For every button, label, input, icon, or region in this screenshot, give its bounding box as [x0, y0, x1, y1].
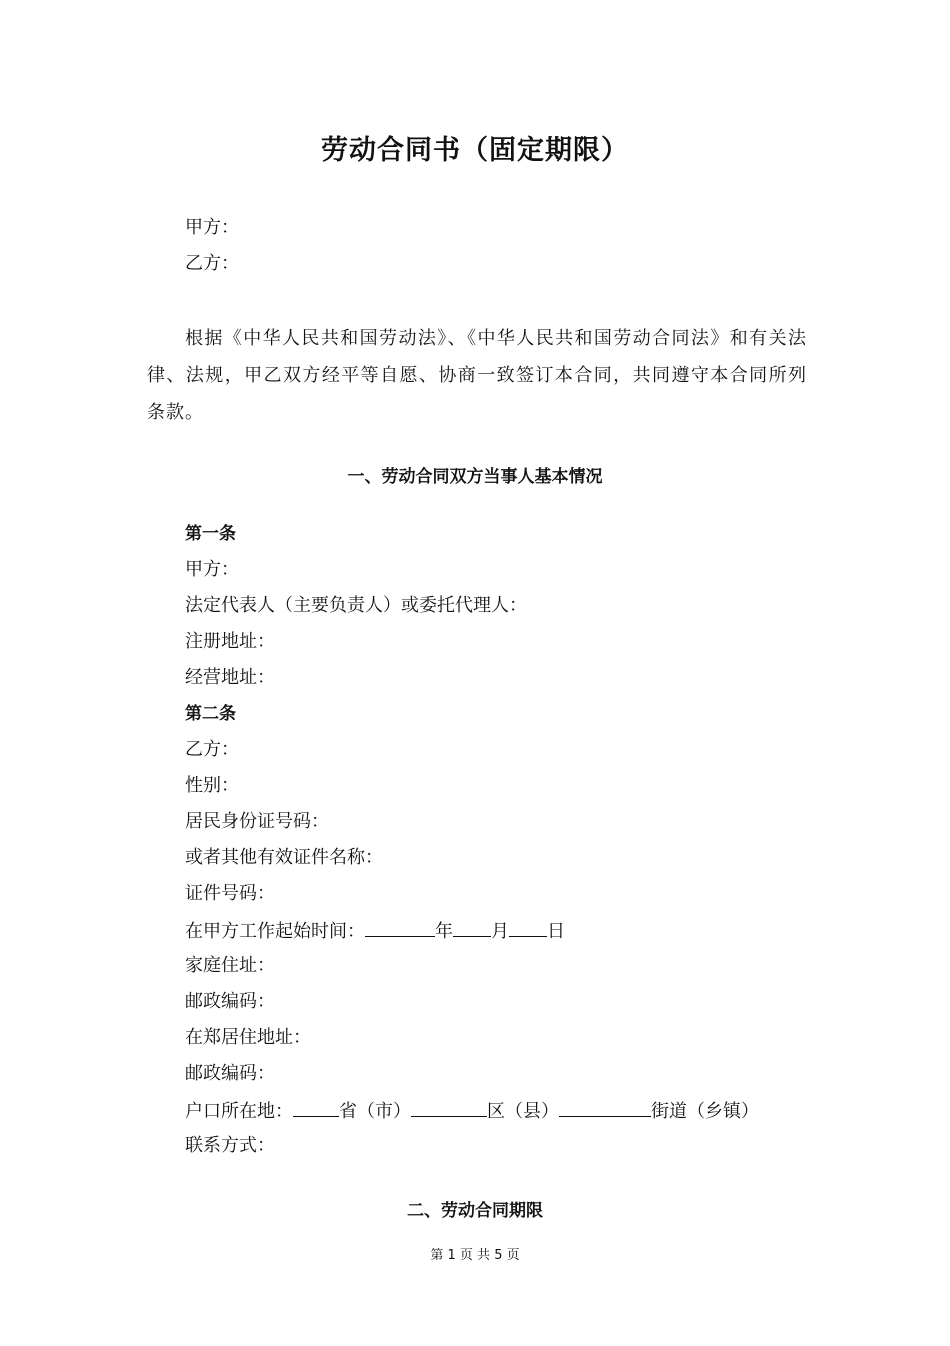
field-legal-representative: 法定代表人（主要负责人）或委托代理人： — [185, 595, 527, 616]
day-label: 日 — [547, 921, 565, 942]
article-1-label: 第一条 — [185, 524, 236, 544]
month-label: 月 — [491, 921, 509, 942]
article-2-label: 第二条 — [185, 704, 236, 724]
province-blank — [293, 1098, 339, 1117]
field-zhengzhou-address: 在郑居住地址： — [185, 1027, 311, 1048]
field-business-address: 经营地址： — [185, 667, 275, 688]
field-registered-address: 注册地址： — [185, 631, 275, 652]
street-label: 街道（乡镇） — [651, 1101, 759, 1122]
field-gender: 性别： — [185, 775, 239, 796]
street-blank — [559, 1098, 651, 1117]
field-id-number: 居民身份证号码： — [185, 811, 329, 832]
year-label: 年 — [435, 921, 453, 942]
preamble-paragraph: 根据《中华人民共和国劳动法》、《中华人民共和国劳动合同法》和有关法律、法规，甲乙双方经平等自愿、协商一致签订本合同，共同遵守本合同所列条款。 — [147, 328, 807, 423]
field-contact: 联系方式： — [185, 1135, 275, 1156]
section-2-heading: 二、劳动合同期限 — [407, 1201, 543, 1221]
field-postal-code-1: 邮政编码： — [185, 991, 275, 1012]
year-blank — [365, 918, 435, 937]
page-footer: 第 1 页 共 5 页 — [430, 1248, 520, 1263]
month-blank — [453, 918, 491, 937]
party-jia: 甲方： — [185, 217, 239, 238]
field-yi: 乙方： — [185, 739, 239, 760]
field-jia: 甲方： — [185, 559, 239, 580]
district-label: 区（县） — [487, 1101, 559, 1122]
field-hukou — [185, 1098, 759, 1124]
field-start-time — [185, 918, 565, 944]
field-other-id-name: 或者其他有效证件名称： — [185, 847, 383, 868]
day-blank — [509, 918, 547, 937]
start-time-label: 在甲方工作起始时间： — [185, 921, 365, 942]
field-id-document-number: 证件号码： — [185, 883, 275, 904]
district-blank — [411, 1098, 487, 1117]
province-label: 省（市） — [339, 1101, 411, 1122]
document-title: 劳动合同书（固定期限） — [321, 135, 629, 166]
field-postal-code-2: 邮政编码： — [185, 1063, 275, 1084]
hukou-label: 户口所在地： — [185, 1101, 293, 1122]
party-yi: 乙方： — [185, 253, 239, 274]
section-1-heading: 一、劳动合同双方当事人基本情况 — [347, 467, 603, 487]
field-home-address: 家庭住址： — [185, 955, 275, 976]
